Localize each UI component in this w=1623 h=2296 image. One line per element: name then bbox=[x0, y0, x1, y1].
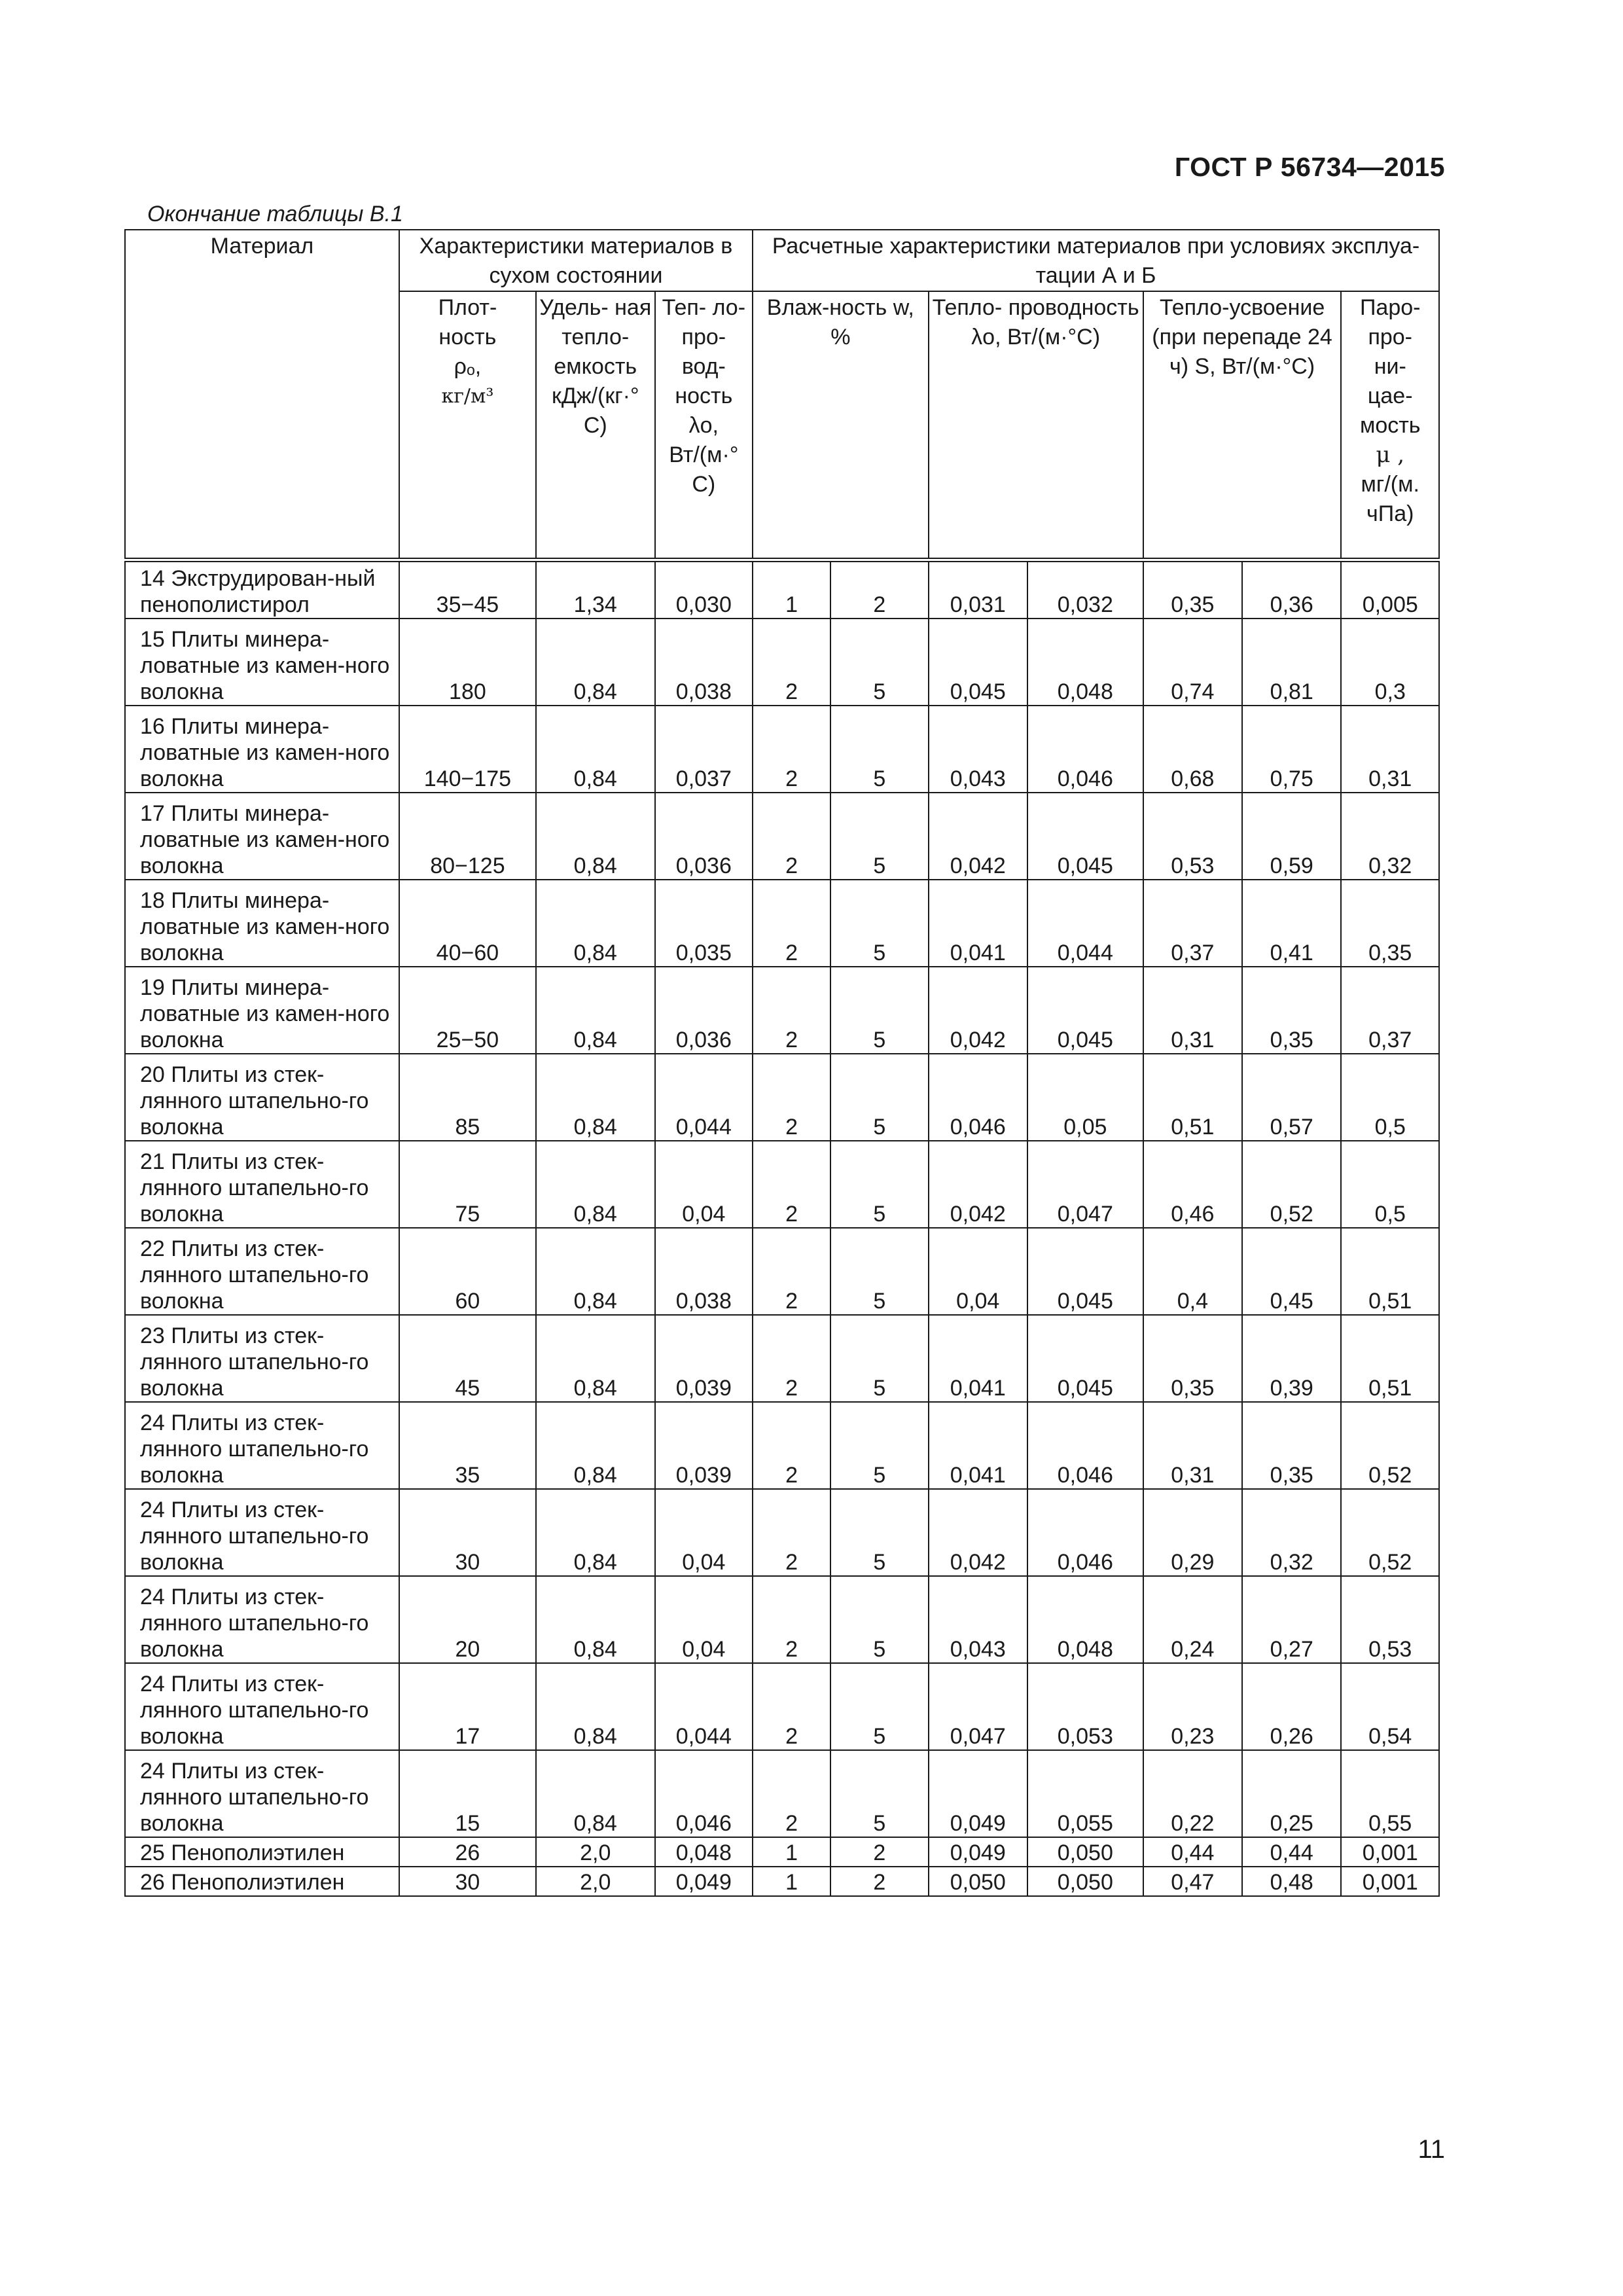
material-name-cell: 17 Плиты минера-ловатные из камен-ного волокна bbox=[125, 793, 399, 880]
density-cell: 180 bbox=[399, 619, 536, 706]
material-name-cell: 24 Плиты из стек-лянного штапельно-го волокна bbox=[125, 1402, 399, 1489]
heat-absorption-a-cell: 0,46 bbox=[1143, 1141, 1242, 1228]
vapor-permeability-cell: 0,5 bbox=[1341, 1141, 1439, 1228]
conductivity-dry-cell: 0,036 bbox=[655, 967, 753, 1054]
col-header-vapor-permeability bbox=[1341, 291, 1439, 560]
heat-absorption-a-cell: 0,68 bbox=[1143, 706, 1242, 793]
conductivity-b-cell: 0,045 bbox=[1027, 1315, 1143, 1402]
moisture-b-cell: 5 bbox=[830, 1228, 928, 1315]
heat-capacity-cell: 0,84 bbox=[536, 1402, 655, 1489]
heat-absorption-a-cell: 0,35 bbox=[1143, 1315, 1242, 1402]
conductivity-dry-cell: 0,037 bbox=[655, 706, 753, 793]
moisture-b-cell: 2 bbox=[830, 1837, 928, 1867]
heat-absorption-b-cell: 0,25 bbox=[1242, 1750, 1341, 1837]
heat-absorption-b-cell: 0,36 bbox=[1242, 560, 1341, 619]
moisture-a-cell: 1 bbox=[753, 1867, 830, 1896]
moisture-a-cell: 2 bbox=[753, 1576, 830, 1663]
heat-capacity-cell: 1,34 bbox=[536, 560, 655, 619]
conductivity-a-cell: 0,031 bbox=[929, 560, 1027, 619]
moisture-a-cell: 2 bbox=[753, 706, 830, 793]
table-caption: Окончание таблицы В.1 bbox=[147, 202, 403, 226]
vapor-permeability-cell: 0,53 bbox=[1341, 1576, 1439, 1663]
col-header-density bbox=[399, 291, 536, 560]
table-row bbox=[125, 1837, 1439, 1867]
density-label: Плот- ность ρₒ, bbox=[438, 295, 497, 379]
moisture-a-cell: 1 bbox=[753, 560, 830, 619]
heat-absorption-b-cell: 0,35 bbox=[1242, 1402, 1341, 1489]
table-row bbox=[125, 967, 1439, 1054]
material-name-cell: 24 Плиты из стек-лянного штапельно-го волокна bbox=[125, 1489, 399, 1576]
moisture-a-cell: 2 bbox=[753, 793, 830, 880]
vapor-permeability-cell: 0,37 bbox=[1341, 967, 1439, 1054]
material-name-cell: 25 Пенополиэтилен bbox=[125, 1837, 399, 1867]
conductivity-dry-cell: 0,04 bbox=[655, 1141, 753, 1228]
conductivity-dry-cell: 0,038 bbox=[655, 619, 753, 706]
material-name-cell: 20 Плиты из стек-лянного штапельно-го волокна bbox=[125, 1054, 399, 1141]
heat-absorption-b-cell: 0,45 bbox=[1242, 1228, 1341, 1315]
conductivity-a-cell: 0,049 bbox=[929, 1837, 1027, 1867]
col-header-heat-absorption: Тепло-усвоение (при перепаде 24 ч) S, Вт/(м·°С) bbox=[1143, 291, 1342, 560]
density-cell: 80−125 bbox=[399, 793, 536, 880]
moisture-a-cell: 2 bbox=[753, 619, 830, 706]
heat-absorption-b-cell: 0,26 bbox=[1242, 1663, 1341, 1750]
conductivity-dry-cell: 0,038 bbox=[655, 1228, 753, 1315]
moisture-a-cell: 2 bbox=[753, 1054, 830, 1141]
conductivity-b-cell: 0,045 bbox=[1027, 1228, 1143, 1315]
conductivity-b-cell: 0,046 bbox=[1027, 1489, 1143, 1576]
heat-absorption-a-cell: 0,37 bbox=[1143, 880, 1242, 967]
conductivity-b-cell: 0,053 bbox=[1027, 1663, 1143, 1750]
moisture-a-cell: 1 bbox=[753, 1837, 830, 1867]
conductivity-b-cell: 0,044 bbox=[1027, 880, 1143, 967]
moisture-b-cell: 5 bbox=[830, 967, 928, 1054]
heat-absorption-b-cell: 0,35 bbox=[1242, 967, 1341, 1054]
conductivity-a-cell: 0,041 bbox=[929, 1402, 1027, 1489]
moisture-a-cell: 2 bbox=[753, 1489, 830, 1576]
material-name-cell: 21 Плиты из стек-лянного штапельно-го волокна bbox=[125, 1141, 399, 1228]
conductivity-a-cell: 0,045 bbox=[929, 619, 1027, 706]
table-body bbox=[125, 560, 1439, 1896]
vapor-permeability-cell: 0,51 bbox=[1341, 1228, 1439, 1315]
moisture-a-cell: 2 bbox=[753, 1228, 830, 1315]
material-name-cell: 16 Плиты минера-ловатные из камен-ного волокна bbox=[125, 706, 399, 793]
col-group-calc: Расчетные характеристики материалов при условиях эксплуа-тации А и Б bbox=[753, 230, 1439, 291]
conductivity-a-cell: 0,042 bbox=[929, 1489, 1027, 1576]
col-header-moisture: Влаж-ность w, % bbox=[753, 291, 929, 560]
heat-absorption-b-cell: 0,32 bbox=[1242, 1489, 1341, 1576]
vapor-label: Паро- про- ни- цае- мость bbox=[1359, 295, 1421, 438]
page-number: 11 bbox=[1418, 2135, 1445, 2164]
vapor-permeability-cell: 0,005 bbox=[1341, 560, 1439, 619]
heat-capacity-cell: 0,84 bbox=[536, 1228, 655, 1315]
heat-absorption-b-cell: 0,81 bbox=[1242, 619, 1341, 706]
heat-capacity-cell: 0,84 bbox=[536, 793, 655, 880]
moisture-a-cell: 2 bbox=[753, 880, 830, 967]
density-cell: 35−45 bbox=[399, 560, 536, 619]
col-header-conductivity-calc: Тепло- проводность λо, Вт/(м·°С) bbox=[929, 291, 1143, 560]
heat-absorption-b-cell: 0,44 bbox=[1242, 1837, 1341, 1867]
moisture-b-cell: 5 bbox=[830, 1663, 928, 1750]
density-cell: 17 bbox=[399, 1663, 536, 1750]
heat-capacity-cell: 0,84 bbox=[536, 967, 655, 1054]
table-row bbox=[125, 880, 1439, 967]
heat-absorption-b-cell: 0,57 bbox=[1242, 1054, 1341, 1141]
conductivity-a-cell: 0,043 bbox=[929, 706, 1027, 793]
mu-symbol: μ , bbox=[1376, 442, 1405, 468]
standard-designation: ГОСТ Р 56734—2015 bbox=[1174, 152, 1445, 182]
vapor-permeability-cell: 0,5 bbox=[1341, 1054, 1439, 1141]
density-unit: кг/м³ bbox=[441, 385, 494, 408]
table-row bbox=[125, 1402, 1439, 1489]
heat-absorption-a-cell: 0,53 bbox=[1143, 793, 1242, 880]
vapor-permeability-cell: 0,51 bbox=[1341, 1315, 1439, 1402]
conductivity-a-cell: 0,049 bbox=[929, 1750, 1027, 1837]
moisture-b-cell: 5 bbox=[830, 1489, 928, 1576]
conductivity-a-cell: 0,047 bbox=[929, 1663, 1027, 1750]
conductivity-dry-cell: 0,039 bbox=[655, 1315, 753, 1402]
moisture-b-cell: 2 bbox=[830, 1867, 928, 1896]
density-cell: 25−50 bbox=[399, 967, 536, 1054]
conductivity-dry-cell: 0,046 bbox=[655, 1750, 753, 1837]
heat-absorption-b-cell: 0,39 bbox=[1242, 1315, 1341, 1402]
conductivity-a-cell: 0,042 bbox=[929, 967, 1027, 1054]
density-cell: 75 bbox=[399, 1141, 536, 1228]
material-name-cell: 24 Плиты из стек-лянного штапельно-го волокна bbox=[125, 1663, 399, 1750]
heat-capacity-cell: 0,84 bbox=[536, 1489, 655, 1576]
conductivity-dry-cell: 0,04 bbox=[655, 1489, 753, 1576]
table-row bbox=[125, 1141, 1439, 1228]
materials-table bbox=[124, 229, 1440, 1897]
heat-absorption-a-cell: 0,23 bbox=[1143, 1663, 1242, 1750]
heat-capacity-cell: 0,84 bbox=[536, 1663, 655, 1750]
conductivity-dry-cell: 0,048 bbox=[655, 1837, 753, 1867]
col-header-conductivity-dry: Теп- ло- про- вод- ность λо, Вт/(м·° С) bbox=[655, 291, 753, 560]
vapor-permeability-cell: 0,31 bbox=[1341, 706, 1439, 793]
moisture-b-cell: 5 bbox=[830, 1315, 928, 1402]
conductivity-dry-cell: 0,049 bbox=[655, 1867, 753, 1896]
heat-absorption-b-cell: 0,52 bbox=[1242, 1141, 1341, 1228]
material-name-cell: 14 Экструдирован-ный пенополистирол bbox=[125, 560, 399, 619]
moisture-a-cell: 2 bbox=[753, 1315, 830, 1402]
heat-capacity-cell: 0,84 bbox=[536, 1141, 655, 1228]
moisture-a-cell: 2 bbox=[753, 1663, 830, 1750]
heat-capacity-cell: 0,84 bbox=[536, 1054, 655, 1141]
density-cell: 85 bbox=[399, 1054, 536, 1141]
material-name-cell: 24 Плиты из стек-лянного штапельно-го волокна bbox=[125, 1576, 399, 1663]
moisture-a-cell: 2 bbox=[753, 967, 830, 1054]
conductivity-b-cell: 0,046 bbox=[1027, 706, 1143, 793]
table-row bbox=[125, 1054, 1439, 1141]
vapor-permeability-cell: 0,32 bbox=[1341, 793, 1439, 880]
table-row bbox=[125, 1750, 1439, 1837]
heat-capacity-cell: 0,84 bbox=[536, 619, 655, 706]
col-header-heat-capacity: Удель- ная тепло- емкость кДж/(кг·° С) bbox=[536, 291, 655, 560]
moisture-a-cell: 2 bbox=[753, 1402, 830, 1489]
material-name-cell: 15 Плиты минера-ловатные из камен-ного волокна bbox=[125, 619, 399, 706]
conductivity-dry-cell: 0,036 bbox=[655, 793, 753, 880]
conductivity-dry-cell: 0,035 bbox=[655, 880, 753, 967]
conductivity-dry-cell: 0,04 bbox=[655, 1576, 753, 1663]
conductivity-b-cell: 0,046 bbox=[1027, 1402, 1143, 1489]
heat-absorption-a-cell: 0,51 bbox=[1143, 1054, 1242, 1141]
conductivity-a-cell: 0,050 bbox=[929, 1867, 1027, 1896]
moisture-b-cell: 5 bbox=[830, 706, 928, 793]
heat-capacity-cell: 0,84 bbox=[536, 880, 655, 967]
moisture-b-cell: 2 bbox=[830, 560, 928, 619]
heat-absorption-b-cell: 0,27 bbox=[1242, 1576, 1341, 1663]
moisture-b-cell: 5 bbox=[830, 1141, 928, 1228]
material-name-cell: 18 Плиты минера-ловатные из камен-ного волокна bbox=[125, 880, 399, 967]
heat-absorption-a-cell: 0,47 bbox=[1143, 1867, 1242, 1896]
conductivity-b-cell: 0,045 bbox=[1027, 967, 1143, 1054]
heat-capacity-cell: 0,84 bbox=[536, 1576, 655, 1663]
conductivity-a-cell: 0,043 bbox=[929, 1576, 1027, 1663]
table-row bbox=[125, 706, 1439, 793]
material-name-cell: 26 Пенополиэтилен bbox=[125, 1867, 399, 1896]
table-row bbox=[125, 1576, 1439, 1663]
table-row bbox=[125, 1663, 1439, 1750]
vapor-permeability-cell: 0,52 bbox=[1341, 1489, 1439, 1576]
conductivity-dry-cell: 0,044 bbox=[655, 1054, 753, 1141]
vapor-permeability-cell: 0,52 bbox=[1341, 1402, 1439, 1489]
heat-absorption-a-cell: 0,4 bbox=[1143, 1228, 1242, 1315]
density-cell: 30 bbox=[399, 1867, 536, 1896]
heat-absorption-a-cell: 0,31 bbox=[1143, 1402, 1242, 1489]
moisture-a-cell: 2 bbox=[753, 1750, 830, 1837]
conductivity-b-cell: 0,048 bbox=[1027, 1576, 1143, 1663]
table-row bbox=[125, 1489, 1439, 1576]
material-name-cell: 24 Плиты из стек-лянного штапельно-го волокна bbox=[125, 1750, 399, 1837]
heat-absorption-b-cell: 0,59 bbox=[1242, 793, 1341, 880]
conductivity-a-cell: 0,042 bbox=[929, 1141, 1027, 1228]
density-cell: 140−175 bbox=[399, 706, 536, 793]
moisture-b-cell: 5 bbox=[830, 1402, 928, 1489]
density-cell: 60 bbox=[399, 1228, 536, 1315]
heat-capacity-cell: 2,0 bbox=[536, 1837, 655, 1867]
conductivity-b-cell: 0,048 bbox=[1027, 619, 1143, 706]
density-cell: 35 bbox=[399, 1402, 536, 1489]
moisture-b-cell: 5 bbox=[830, 880, 928, 967]
conductivity-b-cell: 0,047 bbox=[1027, 1141, 1143, 1228]
moisture-b-cell: 5 bbox=[830, 1750, 928, 1837]
table-row bbox=[125, 619, 1439, 706]
heat-absorption-a-cell: 0,24 bbox=[1143, 1576, 1242, 1663]
table-row bbox=[125, 1315, 1439, 1402]
moisture-b-cell: 5 bbox=[830, 619, 928, 706]
table-row bbox=[125, 793, 1439, 880]
col-group-dry: Характеристики материалов в сухом состоянии bbox=[399, 230, 753, 291]
density-cell: 26 bbox=[399, 1837, 536, 1867]
density-cell: 30 bbox=[399, 1489, 536, 1576]
conductivity-b-cell: 0,050 bbox=[1027, 1867, 1143, 1896]
conductivity-dry-cell: 0,039 bbox=[655, 1402, 753, 1489]
heat-absorption-b-cell: 0,75 bbox=[1242, 706, 1341, 793]
vapor-permeability-cell: 0,54 bbox=[1341, 1663, 1439, 1750]
vapor-permeability-cell: 0,55 bbox=[1341, 1750, 1439, 1837]
heat-absorption-a-cell: 0,29 bbox=[1143, 1489, 1242, 1576]
conductivity-a-cell: 0,042 bbox=[929, 793, 1027, 880]
material-name-cell: 19 Плиты минера-ловатные из камен-ного волокна bbox=[125, 967, 399, 1054]
moisture-b-cell: 5 bbox=[830, 1576, 928, 1663]
density-cell: 20 bbox=[399, 1576, 536, 1663]
vapor-permeability-cell: 0,3 bbox=[1341, 619, 1439, 706]
heat-absorption-a-cell: 0,22 bbox=[1143, 1750, 1242, 1837]
conductivity-a-cell: 0,041 bbox=[929, 1315, 1027, 1402]
vapor-permeability-cell: 0,001 bbox=[1341, 1837, 1439, 1867]
table-row bbox=[125, 560, 1439, 619]
heat-capacity-cell: 0,84 bbox=[536, 706, 655, 793]
heat-capacity-cell: 0,84 bbox=[536, 1750, 655, 1837]
heat-capacity-cell: 2,0 bbox=[536, 1867, 655, 1896]
heat-absorption-a-cell: 0,44 bbox=[1143, 1837, 1242, 1867]
moisture-b-cell: 5 bbox=[830, 1054, 928, 1141]
conductivity-b-cell: 0,045 bbox=[1027, 793, 1143, 880]
col-header-material: Материал bbox=[125, 230, 399, 560]
heat-capacity-cell: 0,84 bbox=[536, 1315, 655, 1402]
conductivity-b-cell: 0,05 bbox=[1027, 1054, 1143, 1141]
conductivity-b-cell: 0,032 bbox=[1027, 560, 1143, 619]
table-row bbox=[125, 1867, 1439, 1896]
material-name-cell: 22 Плиты из стек-лянного штапельно-го волокна bbox=[125, 1228, 399, 1315]
moisture-a-cell: 2 bbox=[753, 1141, 830, 1228]
conductivity-b-cell: 0,055 bbox=[1027, 1750, 1143, 1837]
heat-absorption-a-cell: 0,35 bbox=[1143, 560, 1242, 619]
heat-absorption-a-cell: 0,74 bbox=[1143, 619, 1242, 706]
conductivity-b-cell: 0,050 bbox=[1027, 1837, 1143, 1867]
conductivity-dry-cell: 0,030 bbox=[655, 560, 753, 619]
heat-absorption-b-cell: 0,41 bbox=[1242, 880, 1341, 967]
heat-absorption-a-cell: 0,31 bbox=[1143, 967, 1242, 1054]
vapor-unit: мг/(м. чПа) bbox=[1361, 472, 1419, 526]
density-cell: 45 bbox=[399, 1315, 536, 1402]
conductivity-dry-cell: 0,044 bbox=[655, 1663, 753, 1750]
moisture-b-cell: 5 bbox=[830, 793, 928, 880]
vapor-permeability-cell: 0,001 bbox=[1341, 1867, 1439, 1896]
vapor-permeability-cell: 0,35 bbox=[1341, 880, 1439, 967]
heat-absorption-b-cell: 0,48 bbox=[1242, 1867, 1341, 1896]
conductivity-a-cell: 0,046 bbox=[929, 1054, 1027, 1141]
table-row bbox=[125, 1228, 1439, 1315]
conductivity-a-cell: 0,041 bbox=[929, 880, 1027, 967]
density-cell: 15 bbox=[399, 1750, 536, 1837]
conductivity-a-cell: 0,04 bbox=[929, 1228, 1027, 1315]
density-cell: 40−60 bbox=[399, 880, 536, 967]
material-name-cell: 23 Плиты из стек-лянного штапельно-го волокна bbox=[125, 1315, 399, 1402]
